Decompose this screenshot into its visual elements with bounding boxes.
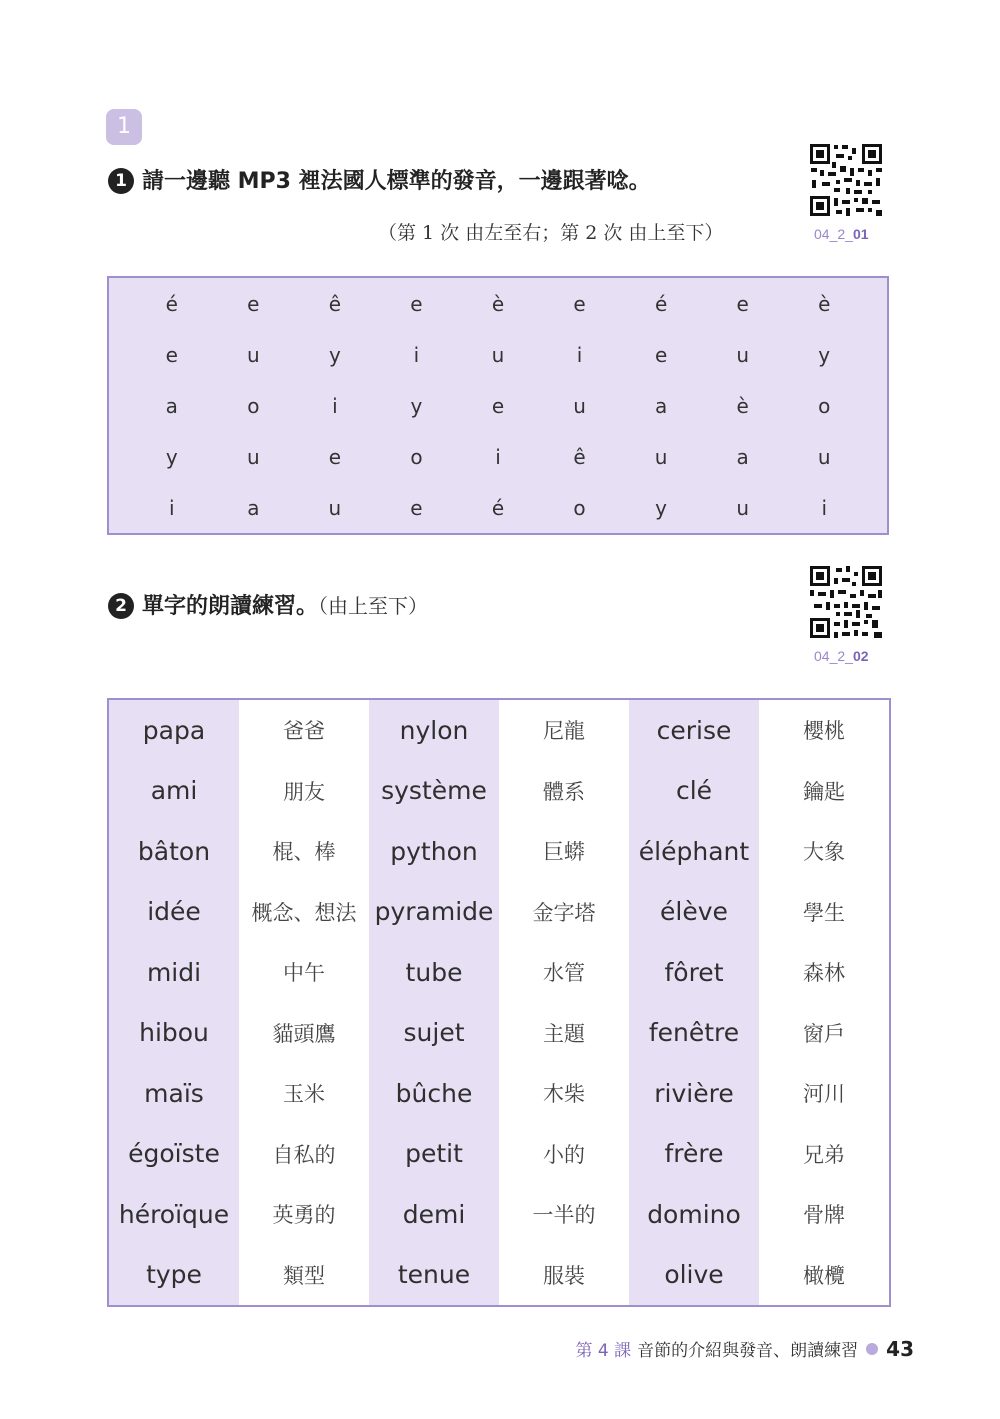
- footer-title: 音節的介紹與發音、朗讀練習: [637, 1341, 859, 1361]
- french-word: fôret: [629, 942, 759, 1003]
- french-word: frère: [629, 1124, 759, 1185]
- french-word: maïs: [109, 1063, 239, 1124]
- vowel-cell: y: [165, 444, 178, 469]
- vowel-cell: é: [165, 291, 178, 316]
- chinese-meaning: 朋友: [239, 761, 369, 822]
- vowel-cell: u: [654, 444, 668, 469]
- vowel-cell: é: [654, 291, 668, 316]
- vowel-cell: i: [168, 495, 175, 520]
- section2-heading: [108, 589, 428, 620]
- french-word: égoïste: [109, 1124, 239, 1185]
- vowel-cell: y: [655, 495, 668, 520]
- french-word: petit: [369, 1124, 499, 1185]
- vowel-cell: e: [328, 444, 342, 469]
- vowel-cell: u: [328, 495, 342, 520]
- french-word: hibou: [109, 1003, 239, 1064]
- vowel-cell: i: [576, 342, 583, 367]
- chinese-meaning: 自私的: [239, 1124, 369, 1185]
- section1-note: （第 1 次 由左至右；第 2 次 由上至下）: [378, 222, 724, 244]
- chinese-meaning: 一半的: [499, 1184, 629, 1245]
- french-word: éléphant: [629, 821, 759, 882]
- vowel-cell: a: [247, 495, 260, 520]
- vowel-cell: e: [736, 291, 749, 316]
- chinese-meaning: 水管: [499, 942, 629, 1003]
- vowel-cell: o: [247, 393, 260, 418]
- french-word: ami: [109, 761, 239, 822]
- qr-code-icon[interactable]: [808, 142, 884, 218]
- section2-number: 2: [108, 593, 134, 619]
- word-table: [107, 698, 891, 1307]
- chinese-meaning: 玉米: [239, 1063, 369, 1124]
- section1-heading: [108, 164, 651, 195]
- chinese-meaning: 大象: [759, 821, 889, 882]
- page-footer: [576, 1336, 914, 1361]
- footer-dot-icon: [866, 1343, 878, 1355]
- chinese-meaning: 骨牌: [759, 1184, 889, 1245]
- vowel-cell: e: [410, 495, 423, 520]
- qr-code-icon[interactable]: [808, 564, 884, 640]
- french-word: domino: [629, 1184, 759, 1245]
- chinese-meaning: 窗戶: [759, 1003, 889, 1064]
- vowel-cell: é: [491, 495, 505, 520]
- chinese-meaning: 服裝: [499, 1245, 629, 1306]
- chinese-meaning: 尼龍: [499, 700, 629, 761]
- french-word: olive: [629, 1245, 759, 1306]
- vowel-cell: ê: [328, 291, 342, 316]
- vowel-cell: a: [736, 444, 749, 469]
- vowel-cell: u: [817, 444, 831, 469]
- french-word: élève: [629, 882, 759, 943]
- chinese-meaning: 中午: [239, 942, 369, 1003]
- french-word: papa: [109, 700, 239, 761]
- chinese-meaning: 主題: [499, 1003, 629, 1064]
- section2-title: 單字的朗讀練習。: [142, 594, 319, 619]
- vowel-cell: i: [495, 444, 501, 469]
- chinese-meaning: 棍、棒: [239, 821, 369, 882]
- vowel-cell: a: [165, 393, 178, 418]
- vowel-cell: u: [736, 495, 749, 520]
- vowel-cell: u: [573, 393, 586, 418]
- chinese-meaning: 英勇的: [239, 1184, 369, 1245]
- french-word: sujet: [369, 1003, 499, 1064]
- chinese-meaning: 鑰匙: [759, 761, 889, 822]
- french-word: midi: [109, 942, 239, 1003]
- vowel-cell: e: [573, 291, 586, 316]
- footer-lesson: 第 4 課: [575, 1341, 632, 1361]
- french-word: bûche: [369, 1063, 499, 1124]
- chinese-meaning: 概念、想法: [239, 882, 369, 943]
- chinese-meaning: 木柴: [499, 1063, 629, 1124]
- french-word: héroïque: [109, 1184, 239, 1245]
- chinese-meaning: 金字塔: [499, 882, 629, 943]
- vowel-cell: u: [491, 342, 505, 367]
- vowel-cell: è: [736, 393, 749, 418]
- chinese-meaning: 爸爸: [239, 700, 369, 761]
- vowel-cell: i: [413, 342, 420, 367]
- section2-note: （由上至下）: [318, 594, 429, 618]
- french-word: tube: [369, 942, 499, 1003]
- vowel-cell: y: [410, 393, 423, 418]
- french-word: type: [109, 1245, 239, 1306]
- vowel-cell: u: [736, 342, 749, 367]
- vowel-cell: e: [247, 291, 260, 316]
- french-word: bâton: [109, 821, 239, 882]
- chinese-meaning: 河川: [759, 1063, 889, 1124]
- section1-title: 請一邊聽 MP3 裡法國人標準的發音，一邊跟著唸。: [142, 169, 651, 194]
- french-word: système: [369, 761, 499, 822]
- french-word: pyramide: [369, 882, 499, 943]
- chinese-meaning: 體系: [499, 761, 629, 822]
- french-word: fenêtre: [629, 1003, 759, 1064]
- vowel-cell: u: [246, 342, 260, 367]
- french-word: clé: [629, 761, 759, 822]
- french-word: rivière: [629, 1063, 759, 1124]
- chinese-meaning: 巨蟒: [499, 821, 629, 882]
- vowel-cell: o: [573, 495, 586, 520]
- chinese-meaning: 小的: [499, 1124, 629, 1185]
- vowel-cell: e: [165, 342, 178, 367]
- vowel-cell: ê: [573, 444, 586, 469]
- chinese-meaning: 類型: [239, 1245, 369, 1306]
- french-word: demi: [369, 1184, 499, 1245]
- vowel-cell: y: [328, 342, 341, 367]
- vowel-table: [107, 276, 889, 535]
- vowel-cell: i: [821, 495, 827, 520]
- vowel-cell: o: [410, 444, 423, 469]
- french-word: idée: [109, 882, 239, 943]
- vowel-cell: i: [332, 393, 338, 418]
- vowel-cell: a: [654, 393, 668, 418]
- french-word: python: [369, 821, 499, 882]
- lesson-badge: 1: [106, 109, 142, 145]
- chinese-meaning: 橄欖: [759, 1245, 889, 1306]
- audio-track-code: 04_2_01: [814, 226, 869, 242]
- vowel-cell: è: [818, 291, 831, 316]
- audio-track-code: 04_2_02: [814, 648, 869, 664]
- vowel-cell: o: [818, 393, 831, 418]
- chinese-meaning: 學生: [759, 882, 889, 943]
- chinese-meaning: 貓頭鷹: [239, 1003, 369, 1064]
- french-word: nylon: [369, 700, 499, 761]
- section1-number: 1: [108, 168, 134, 194]
- vowel-cell: è: [491, 291, 505, 316]
- french-word: cerise: [629, 700, 759, 761]
- vowel-cell: e: [491, 393, 505, 418]
- page-number: 43: [886, 1336, 914, 1361]
- vowel-cell: u: [246, 444, 260, 469]
- chinese-meaning: 兄弟: [759, 1124, 889, 1185]
- vowel-cell: y: [818, 342, 831, 367]
- chinese-meaning: 森林: [759, 942, 889, 1003]
- vowel-cell: e: [654, 342, 668, 367]
- vowel-cell: e: [410, 291, 423, 316]
- chinese-meaning: 櫻桃: [759, 700, 889, 761]
- french-word: tenue: [369, 1245, 499, 1306]
